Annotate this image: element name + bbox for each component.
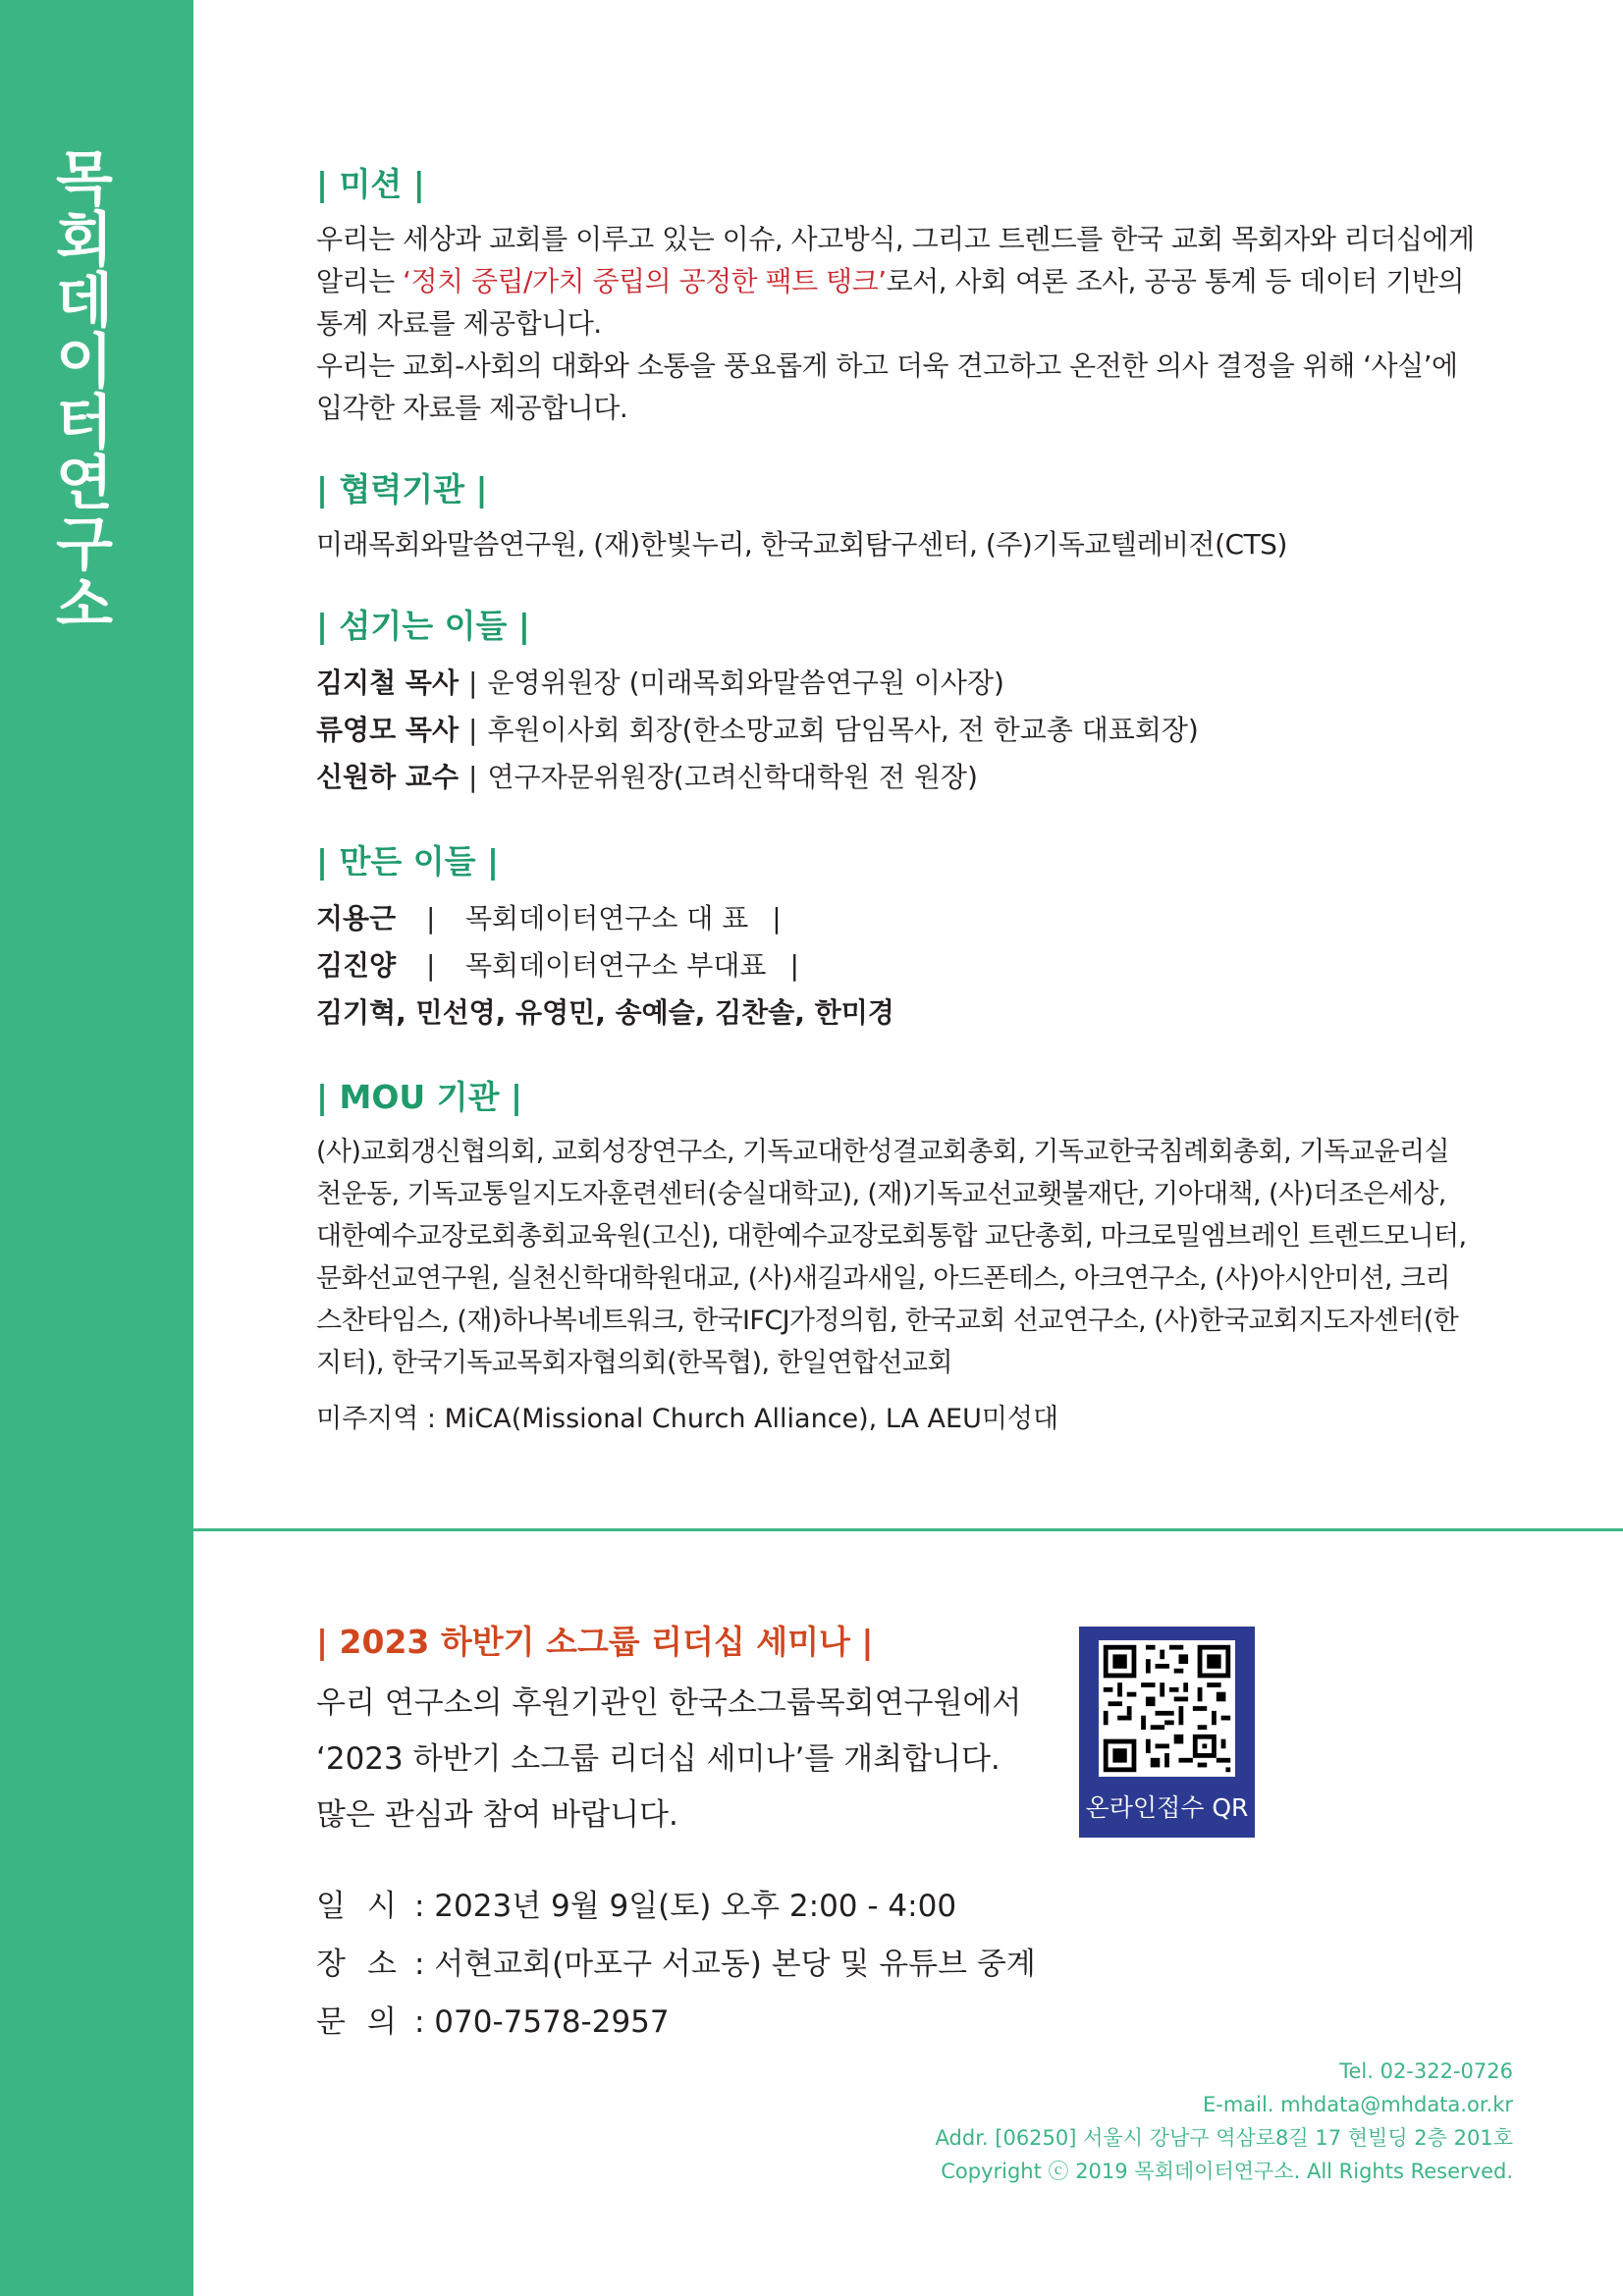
detail-value: : 2023년 9월 9일(토) 오후 2:00 - 4:00 — [414, 1889, 957, 1924]
mission-line: 우리는 교회-사회의 대화와 소통을 풍요롭게 하고 더욱 견고하고 온전한 의사 결정을 위해 ‘사실’에 — [316, 349, 1458, 382]
servers-section — [316, 599, 1494, 801]
partners-text: 미래목회와말씀연구원, (재)한빛누리, 한국교회탐구센터, (주)기독교텔레비전(CTS) — [316, 528, 1287, 561]
person-name: 김지철 목사 — [316, 667, 459, 699]
mission-line: 입각한 자료를 제공합니다. — [316, 392, 628, 424]
person-role: 후원이사회 회장(한소망교회 담임목사, 전 한교총 대표회장) — [487, 714, 1199, 746]
separator: | — [789, 949, 799, 982]
maker-row — [316, 895, 1494, 942]
partners-heading: | 협력기관 | — [316, 470, 488, 508]
mission-text — [316, 218, 1494, 429]
person-role: 연구자문위원장(고려신학대학원 전 원장) — [487, 761, 978, 793]
maker-name: 지용근 — [316, 902, 397, 934]
mou-line: 문화선교연구원, 실천신학대학원대교, (사)새길과새일, 아드폰테스, 아크연구소, (사)아시안미션, 크리 — [316, 1263, 1450, 1294]
qr-code-icon — [1099, 1640, 1235, 1777]
seminar-details — [316, 1878, 1036, 2052]
detail-value: : 서현교회(마포구 서교동) 본당 및 유튜브 중계 — [414, 1947, 1036, 1982]
person-row — [316, 660, 1494, 707]
separator: | — [468, 667, 478, 699]
maker-title: 목회데이터연구소 부대표 — [465, 949, 767, 982]
mou-heading: | MOU 기관 | — [316, 1078, 523, 1116]
detail-row — [316, 1994, 1036, 2052]
seminar-line: 많은 관심과 참여 바랍니다. — [316, 1797, 678, 1833]
person-name: 신원하 교수 — [316, 761, 459, 793]
seminar-heading: | 2023 하반기 소그룹 리더십 세미나 | — [316, 1623, 874, 1661]
footer-tel: Tel. 02-322-0726 — [1339, 2059, 1513, 2083]
seminar-text — [316, 1676, 1062, 1843]
maker-name: 김진양 — [316, 949, 397, 982]
person-role: 운영위원장 (미래목회와말씀연구원 이사장) — [487, 667, 1004, 699]
mou-line: 스찬타임스, (재)하나복네트워크, 한국IFCJ가정의힘, 한국교회 선교연구소, (사)한국교회지도자센터(한 — [316, 1306, 1459, 1336]
mou-line: 천운동, 기독교통일지도자훈련센터(숭실대학교), (재)기독교선교횃불재단, 기아대책, (사)더조은세상, — [316, 1179, 1446, 1209]
person-name: 류영모 목사 — [316, 714, 459, 746]
makers-section — [316, 834, 1494, 1037]
detail-label: 일시 — [316, 1889, 418, 1924]
seminar-line: ‘2023 하반기 소그룹 리더십 세미나’를 개최합니다. — [316, 1741, 1001, 1777]
separator: | — [772, 902, 782, 934]
mission-section — [316, 157, 1494, 429]
servers-heading: | 섬기는 이들 | — [316, 607, 530, 645]
fact-tank-highlight: ‘정치 중립/가치 중립의 공정한 팩트 탱크’ — [403, 265, 887, 297]
qr-label: 온라인접수 QR — [1085, 1793, 1249, 1822]
seminar-line: 우리 연구소의 후원기관인 한국소그룹목회연구원에서 — [316, 1685, 1022, 1721]
partners-section — [316, 462, 1494, 565]
separator: | — [426, 949, 436, 982]
seminar-section — [316, 1615, 1062, 1843]
detail-row — [316, 1936, 1036, 1994]
detail-label: 문의 — [316, 2004, 418, 2040]
main-content — [316, 157, 1494, 1473]
footer-contact — [936, 2055, 1513, 2188]
mission-line: 통계 자료를 제공합니다. — [316, 307, 602, 340]
sidebar — [0, 0, 193, 2296]
makers-heading: | 만든 이들 | — [316, 842, 500, 881]
mou-note: 미주지역 : MiCA(Missional Church Alliance), LA AEU미성대 — [316, 1404, 1059, 1434]
mou-section — [316, 1070, 1494, 1440]
detail-row — [316, 1878, 1036, 1936]
detail-label: 장소 — [316, 1947, 418, 1982]
registration-qr[interactable] — [1079, 1627, 1255, 1838]
separator: | — [468, 714, 478, 746]
mou-line: 대한예수교장로회총회교육원(고신), 대한예수교장로회통합 교단총회, 마크로밀엠브레인 트렌드모니터, — [316, 1221, 1467, 1252]
sidebar-title: 목회데이터연구소 — [45, 147, 114, 634]
mou-line: (사)교회갱신협의회, 교회성장연구소, 기독교대한성결교회총회, 기독교한국침례회총회, 기독교윤리실 — [316, 1137, 1449, 1167]
footer-address: Addr. [06250] 서울시 강남구 역삼로8길 17 현빌딩 2층 201호 — [935, 2126, 1513, 2150]
mission-line-post: 로서, 사회 여론 조사, 공공 통계 등 데이터 기반의 — [886, 265, 1464, 297]
person-row — [316, 707, 1494, 754]
mission-line: 우리는 세상과 교회를 이루고 있는 이슈, 사고방식, 그리고 트렌드를 한국 교회 목회자와 리더십에게 — [316, 223, 1475, 255]
separator: | — [468, 761, 478, 793]
maker-title: 목회데이터연구소 대 표 — [465, 902, 749, 934]
mission-heading: | 미션 | — [316, 165, 425, 203]
mission-line-pre: 알리는 — [316, 265, 404, 297]
person-row — [316, 754, 1494, 801]
footer-copyright: Copyright ⓒ 2019 목회데이터연구소. All Rights Reserved. — [941, 2160, 1513, 2183]
maker-row — [316, 942, 1494, 989]
detail-value: : 070-7578-2957 — [414, 2004, 670, 2040]
footer-email[interactable]: E-mail. mhdata@mhdata.or.kr — [1202, 2093, 1513, 2116]
separator: | — [426, 902, 436, 934]
mou-list — [316, 1131, 1494, 1384]
section-divider — [193, 1528, 1623, 1531]
maker-others: 김기혁, 민선영, 유영민, 송예슬, 김찬솔, 한미경 — [316, 996, 894, 1029]
mission-line — [316, 260, 1494, 302]
mou-line: 지터), 한국기독교목회자협의회(한목협), 한일연합선교회 — [316, 1348, 952, 1378]
